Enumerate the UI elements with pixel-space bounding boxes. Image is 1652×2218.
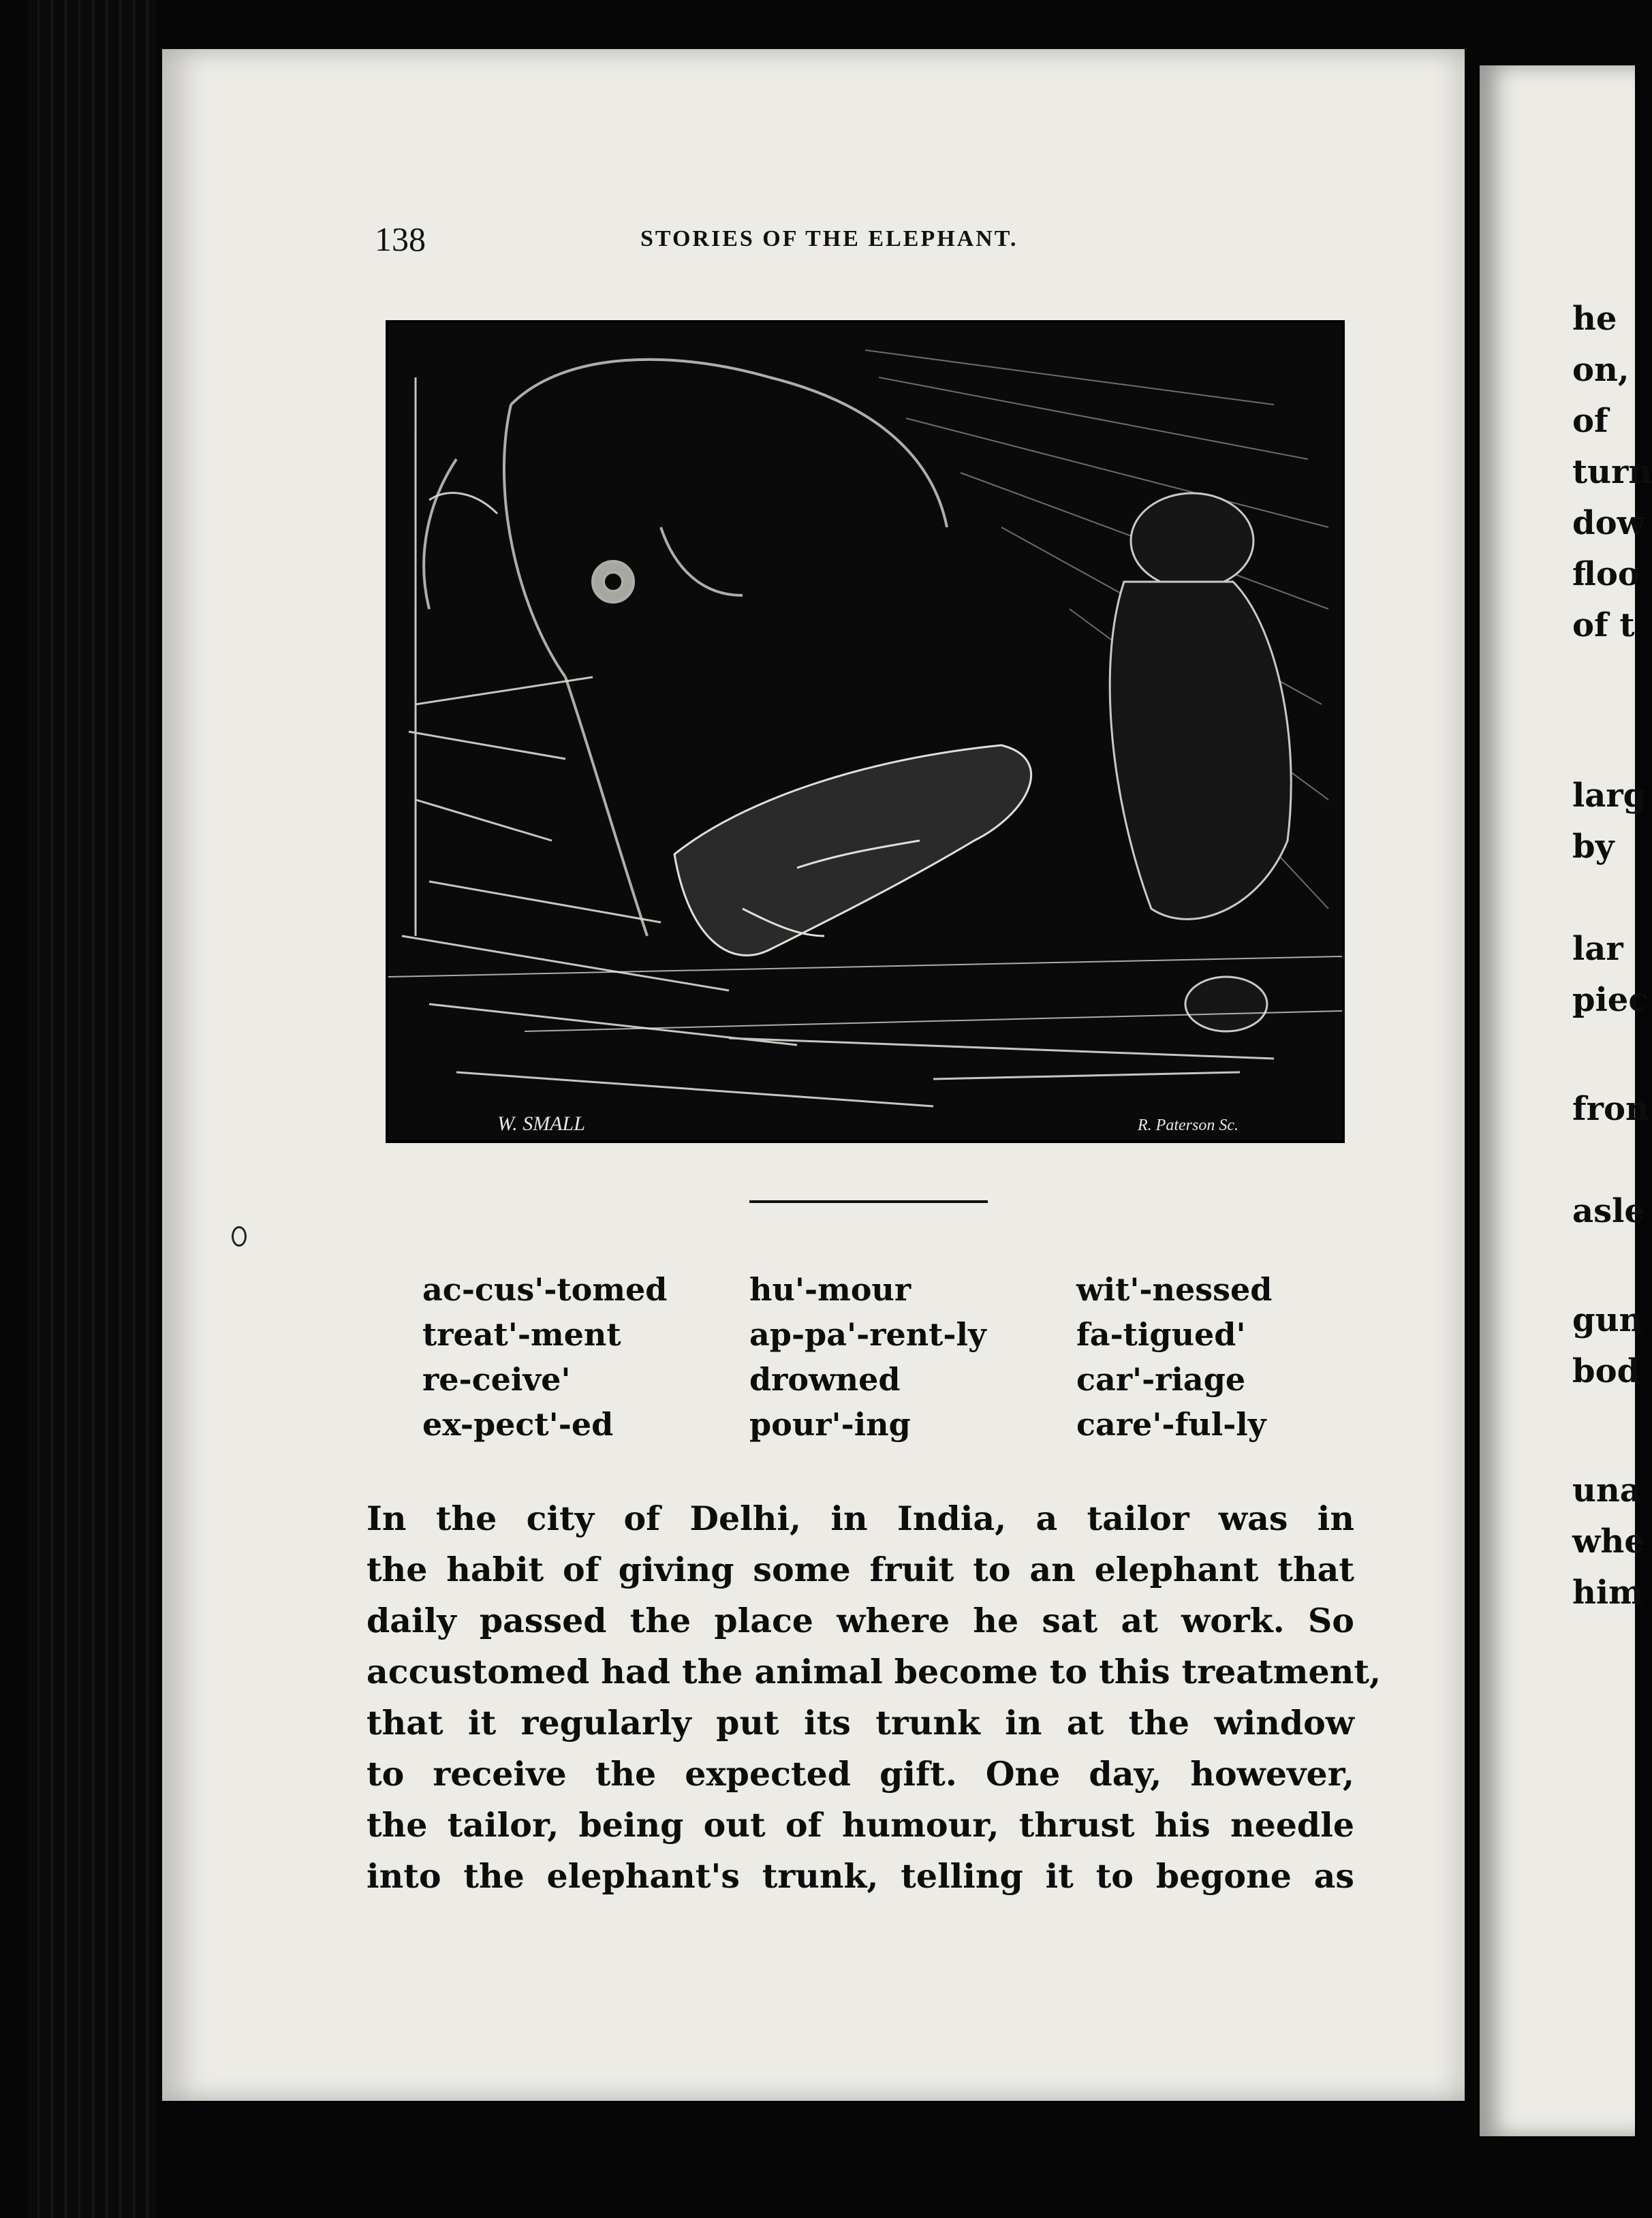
- illustration-signature-right: R. Paterson Sc.: [1138, 1116, 1238, 1134]
- story-paragraph: [367, 1493, 1382, 1902]
- elephant-engraving: [386, 320, 1345, 1143]
- facing-page-fragment: him: [1572, 1574, 1643, 1612]
- engraving-drawing: [388, 323, 1342, 1140]
- facing-page-fragment: whe: [1572, 1522, 1645, 1561]
- vocabulary-word: wit'-nessed: [1076, 1271, 1273, 1308]
- ink-mark: [232, 1226, 247, 1247]
- facing-page-fragment: bod: [1572, 1352, 1640, 1390]
- vocabulary-word: drowned: [749, 1361, 901, 1398]
- facing-page-fragment: floo: [1572, 555, 1640, 593]
- facing-page-fragment: fron: [1572, 1090, 1649, 1128]
- vocabulary-column: [422, 1267, 722, 1447]
- facing-page-fragment: gun: [1572, 1301, 1643, 1339]
- page-number: 138: [375, 220, 426, 258]
- book-page-edges: [27, 0, 157, 2218]
- facing-page-fragment: of: [1572, 402, 1608, 440]
- vocabulary-word: fa-tigued': [1076, 1316, 1246, 1353]
- paragraph-line: to receive the expected gift. One day, however,: [367, 1754, 1354, 1794]
- facing-page-fragment: asle: [1572, 1192, 1645, 1230]
- facing-page-fragment: turn: [1572, 453, 1652, 491]
- page-header: [375, 219, 1097, 260]
- vocabulary-word: care'-ful-ly: [1076, 1406, 1266, 1443]
- facing-page-fragment: piec: [1572, 981, 1649, 1019]
- facing-page-fragment: by: [1572, 828, 1615, 866]
- vocabulary-word: ex-pect'-ed: [422, 1406, 614, 1443]
- paragraph-line: daily passed the place where he sat at work. So: [367, 1601, 1354, 1640]
- vocabulary-word: treat'-ment: [422, 1316, 621, 1353]
- facing-page-fragment: of t: [1572, 606, 1635, 644]
- paragraph-line: the habit of giving some fruit to an elephant that: [367, 1550, 1354, 1589]
- paragraph-line: into the elephant's trunk, telling it to begone as: [367, 1856, 1354, 1896]
- paragraph-line: accustomed had the animal become to this treatment,: [367, 1652, 1382, 1691]
- facing-page-fragment: lar: [1572, 930, 1623, 968]
- vocabulary-word: ac-cus'-tomed: [422, 1271, 668, 1308]
- vocabulary-list: [422, 1267, 1328, 1451]
- vocabulary-column: [1076, 1267, 1376, 1447]
- vocabulary-column: [749, 1267, 1049, 1447]
- facing-page-fragment: on,: [1572, 351, 1630, 389]
- facing-page-fragment: he: [1572, 300, 1617, 338]
- facing-page-fragment: larg: [1572, 777, 1647, 815]
- paragraph-line: that it regularly put its trunk in at the window: [367, 1703, 1354, 1743]
- paragraph-line: In the city of Delhi, in India, a tailor was in: [367, 1499, 1354, 1538]
- vocabulary-word: ap-pa'-rent-ly: [749, 1316, 986, 1353]
- illustration-signature-left: W. SMALL: [497, 1112, 585, 1135]
- facing-page-fragment: dow: [1572, 504, 1645, 542]
- vocabulary-word: hu'-mour: [749, 1271, 911, 1308]
- paragraph-line: the tailor, being out of humour, thrust his needle: [367, 1805, 1354, 1845]
- facing-page-fragment: una: [1572, 1471, 1641, 1510]
- section-divider: [749, 1200, 988, 1203]
- vocabulary-word: pour'-ing: [749, 1406, 911, 1443]
- running-head: STORIES OF THE ELEPHANT.: [640, 226, 1018, 251]
- vocabulary-word: re-ceive': [422, 1361, 571, 1398]
- vocabulary-word: car'-riage: [1076, 1361, 1246, 1398]
